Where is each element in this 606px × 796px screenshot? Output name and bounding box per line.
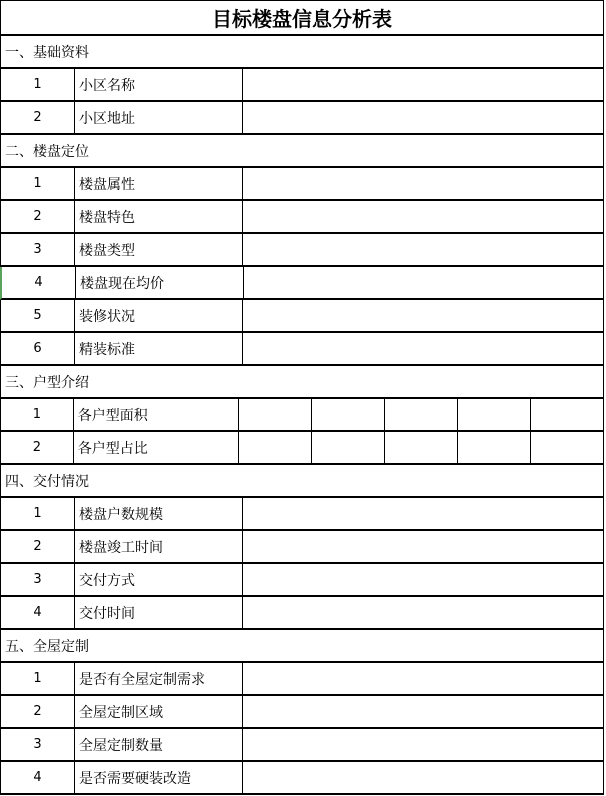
value-subcell[interactable] — [531, 399, 603, 430]
value-cell-group — [239, 399, 603, 430]
section-heading-basic-info: 一、基础资料 — [0, 36, 604, 69]
row-label: 楼盘竣工时间 — [75, 531, 243, 562]
row-number: 1 — [1, 399, 74, 430]
value-subcell[interactable] — [385, 432, 458, 463]
value-subcell[interactable] — [531, 432, 603, 463]
row-number: 4 — [1, 762, 75, 793]
row-number: 1 — [1, 168, 75, 199]
row-label: 楼盘类型 — [75, 234, 243, 265]
table-row — [0, 333, 604, 366]
table-row — [0, 597, 604, 630]
value-cell[interactable] — [243, 333, 603, 364]
section-heading-positioning: 二、楼盘定位 — [0, 135, 604, 168]
row-label: 是否有全屋定制需求 — [75, 663, 243, 694]
row-number: 4 — [2, 267, 76, 298]
value-cell[interactable] — [243, 201, 603, 232]
row-number: 2 — [1, 102, 75, 133]
row-number: 2 — [1, 531, 75, 562]
table-row — [0, 498, 604, 531]
value-subcell[interactable] — [458, 432, 531, 463]
row-label: 全屋定制数量 — [75, 729, 243, 760]
row-label: 交付时间 — [75, 597, 243, 628]
row-number: 3 — [1, 564, 75, 595]
row-label: 楼盘特色 — [75, 201, 243, 232]
section-heading-delivery: 四、交付情况 — [0, 465, 604, 498]
value-subcell[interactable] — [312, 399, 385, 430]
value-subcell[interactable] — [239, 399, 312, 430]
row-label: 各户型面积 — [74, 399, 239, 430]
sheet-title: 目标楼盘信息分析表 — [0, 0, 604, 36]
value-cell[interactable] — [243, 234, 603, 265]
section-heading-unit-types: 三、户型介绍 — [0, 366, 604, 399]
table-row — [0, 564, 604, 597]
row-label: 各户型占比 — [74, 432, 239, 463]
table-row — [0, 531, 604, 564]
value-cell[interactable] — [243, 300, 603, 331]
row-label: 装修状况 — [75, 300, 243, 331]
value-cell[interactable] — [243, 663, 603, 694]
value-cell[interactable] — [243, 597, 603, 628]
value-subcell[interactable] — [385, 399, 458, 430]
row-number: 2 — [1, 696, 75, 727]
row-number: 1 — [1, 663, 75, 694]
value-cell[interactable] — [243, 564, 603, 595]
section-heading-custom-furnishing: 五、全屋定制 — [0, 630, 604, 663]
value-cell-group — [239, 432, 603, 463]
value-cell[interactable] — [243, 531, 603, 562]
row-number: 3 — [1, 729, 75, 760]
row-number: 3 — [1, 234, 75, 265]
row-label: 楼盘属性 — [75, 168, 243, 199]
row-label: 小区地址 — [75, 102, 243, 133]
value-cell[interactable] — [243, 762, 603, 793]
row-number: 4 — [1, 597, 75, 628]
value-cell[interactable] — [243, 168, 603, 199]
row-number: 2 — [1, 201, 75, 232]
row-number: 6 — [1, 333, 75, 364]
row-number: 1 — [1, 498, 75, 529]
value-cell[interactable] — [243, 102, 603, 133]
value-cell[interactable] — [243, 498, 603, 529]
value-cell[interactable] — [244, 267, 603, 298]
row-label: 精装标准 — [75, 333, 243, 364]
table-row — [0, 69, 604, 102]
table-row — [0, 762, 604, 795]
table-row — [0, 102, 604, 135]
value-subcell[interactable] — [458, 399, 531, 430]
table-row — [0, 432, 604, 465]
row-label: 楼盘现在均价 — [76, 267, 244, 298]
row-number: 1 — [1, 69, 75, 100]
table-row — [0, 201, 604, 234]
row-label: 小区名称 — [75, 69, 243, 100]
table-row — [0, 168, 604, 201]
table-row — [0, 696, 604, 729]
row-label: 全屋定制区域 — [75, 696, 243, 727]
table-row — [0, 234, 604, 267]
table-row — [0, 663, 604, 696]
value-cell[interactable] — [243, 69, 603, 100]
table-row — [0, 399, 604, 432]
table-row — [0, 300, 604, 333]
table-row — [0, 729, 604, 762]
value-subcell[interactable] — [239, 432, 312, 463]
row-number: 2 — [1, 432, 74, 463]
row-label: 楼盘户数规模 — [75, 498, 243, 529]
row-number: 5 — [1, 300, 75, 331]
value-subcell[interactable] — [312, 432, 385, 463]
row-label: 是否需要硬装改造 — [75, 762, 243, 793]
table-row — [0, 267, 604, 300]
value-cell[interactable] — [243, 729, 603, 760]
value-cell[interactable] — [243, 696, 603, 727]
row-label: 交付方式 — [75, 564, 243, 595]
